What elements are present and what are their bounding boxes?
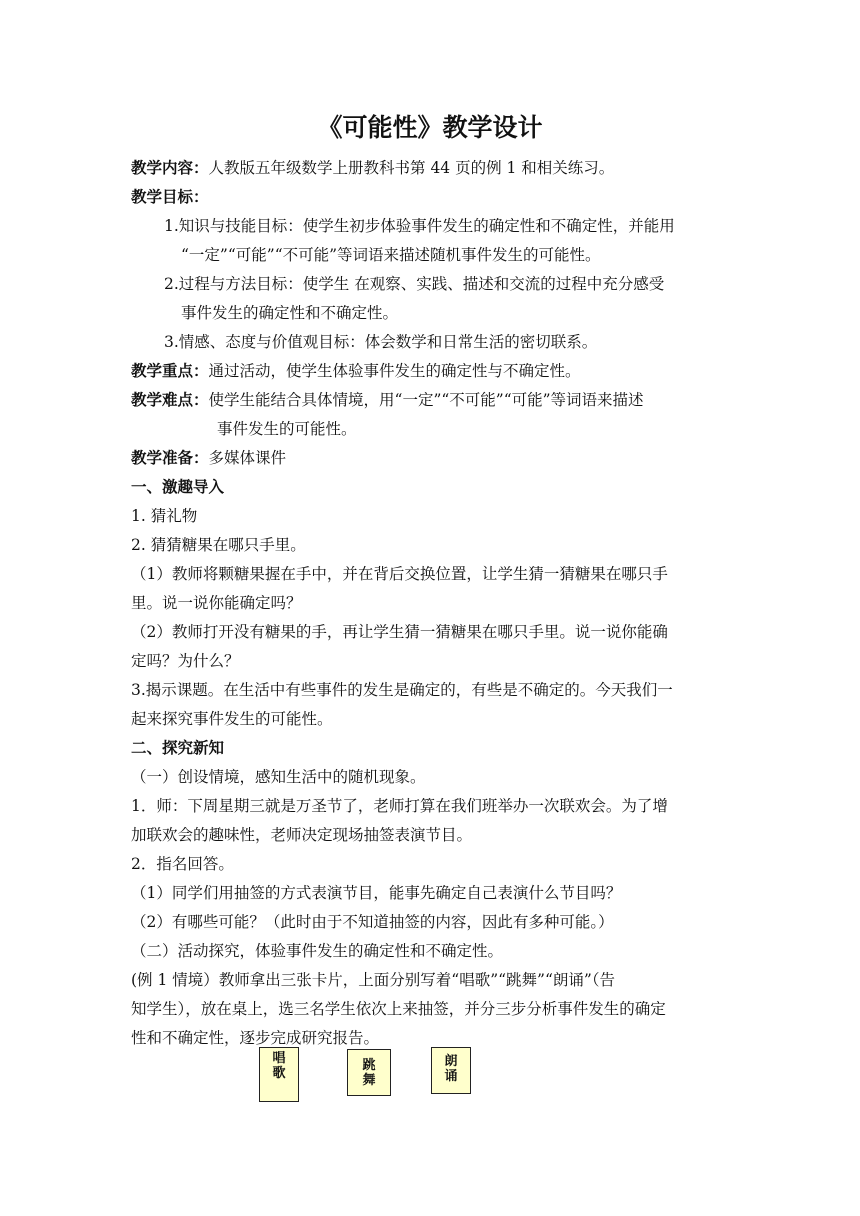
section-2-example-line-3: 性和不确定性，逐步完成研究报告。 [131,1029,380,1047]
teaching-content-label: 教学内容： [131,159,209,177]
card-dancing-char-1: 跳 [362,1058,376,1073]
section-1-item-2: 2. 猜猜糖果在哪只手里。 [131,536,306,554]
goal-2-line-1: 2.过程与方法目标：使学生 在观察、实践、描述和交流的过程中充分感受 [164,275,665,293]
section-1-item-2-1-line-2: 里。说一说你能确定吗？ [131,594,302,612]
goal-1-line-2: “一定”“可能”“不可能”等词语来描述随机事件发生的可能性。 [181,246,601,264]
preparation-text: 多媒体课件 [208,449,287,467]
section-2-item-2-1: （1）同学们用抽签的方式表演节目，能事先确定自己表演什么节目吗？ [131,884,622,902]
section-1-item-3-line-2: 起来探究事件发生的可能性。 [131,710,333,728]
teaching-difficulty [131,390,644,410]
difficulty-text-2: 事件发生的可能性。 [217,420,357,438]
section-2-item-1-line-2: 加联欢会的趣味性，老师决定现场抽签表演节目。 [131,826,473,844]
section-1-item-1: 1. 猜礼物 [131,507,198,525]
section-2-item-2: 2．指名回答。 [131,855,234,873]
section-2-sub-1: （一）创设情境，感知生活中的随机现象。 [131,768,426,786]
section-1-item-2-2-line-2: 定吗？为什么？ [131,652,240,670]
section-1-heading: 一、激趣导入 [131,478,225,496]
preparation-label: 教学准备： [131,449,209,467]
teaching-content-text: 人教版五年级数学上册教科书第 44 页的例 1 和相关练习。 [208,159,615,177]
teaching-preparation [131,448,286,468]
difficulty-label: 教学难点： [131,391,209,409]
card-singing [259,1047,299,1102]
section-2-example-line-1: (例 1 情境）教师拿出三张卡片，上面分别写着“唱歌”“跳舞”“朗诵”（告 [131,971,616,989]
goal-3: 3.情感、态度与价值观目标：体会数学和日常生活的密切联系。 [164,333,598,351]
section-2-item-2-2: （2）有哪些可能？（此时由于不知道抽签的内容，因此有多种可能。） [131,913,614,931]
card-singing-char-2: 歌 [272,1066,286,1081]
card-reciting-char-1: 朗 [444,1054,458,1069]
section-1-item-3-line-1: 3.揭示课题。在生活中有些事件的发生是确定的，有些是不确定的。今天我们一 [131,681,673,699]
card-singing-char-1: 唱 [272,1051,286,1066]
key-point-text: 通过活动，使学生体验事件发生的确定性与不确定性。 [208,362,581,380]
card-reciting [431,1047,471,1094]
section-2-heading: 二、探究新知 [131,739,225,757]
key-point-label: 教学重点： [131,362,209,380]
section-2-sub-2: （二）活动探究，体验事件发生的确定性和不确定性。 [131,942,504,960]
section-2-item-1-line-1: 1．师：下周星期三就是万圣节了，老师打算在我们班举办一次联欢会。为了增 [131,797,668,815]
difficulty-text-1: 使学生能结合具体情境，用“一定”“不可能”“可能”等词语来描述 [208,391,644,409]
teaching-goals-label: 教学目标： [131,188,209,206]
goal-2-line-2: 事件发生的确定性和不确定性。 [181,304,399,322]
teaching-content [131,158,614,178]
section-1-item-2-1-line-1: （1）教师将颗糖果握在手中，并在背后交换位置，让学生猜一猜糖果在哪只手 [131,565,668,583]
card-dancing-char-2: 舞 [362,1073,376,1088]
teaching-key-point [131,361,581,381]
goal-1-line-1: 1.知识与技能目标：使学生初步体验事件发生的确定性和不确定性，并能用 [164,217,675,235]
card-dancing [347,1049,391,1096]
card-reciting-char-2: 诵 [444,1069,458,1084]
section-2-example-line-2: 知学生），放在桌上，选三名学生依次上来抽签，并分三步分析事件发生的确定 [131,1000,666,1018]
document-title: 《可能性》教学设计 [317,113,543,142]
section-1-item-2-2-line-1: （2）教师打开没有糖果的手，再让学生猜一猜糖果在哪只手里。说一说你能确 [131,623,668,641]
